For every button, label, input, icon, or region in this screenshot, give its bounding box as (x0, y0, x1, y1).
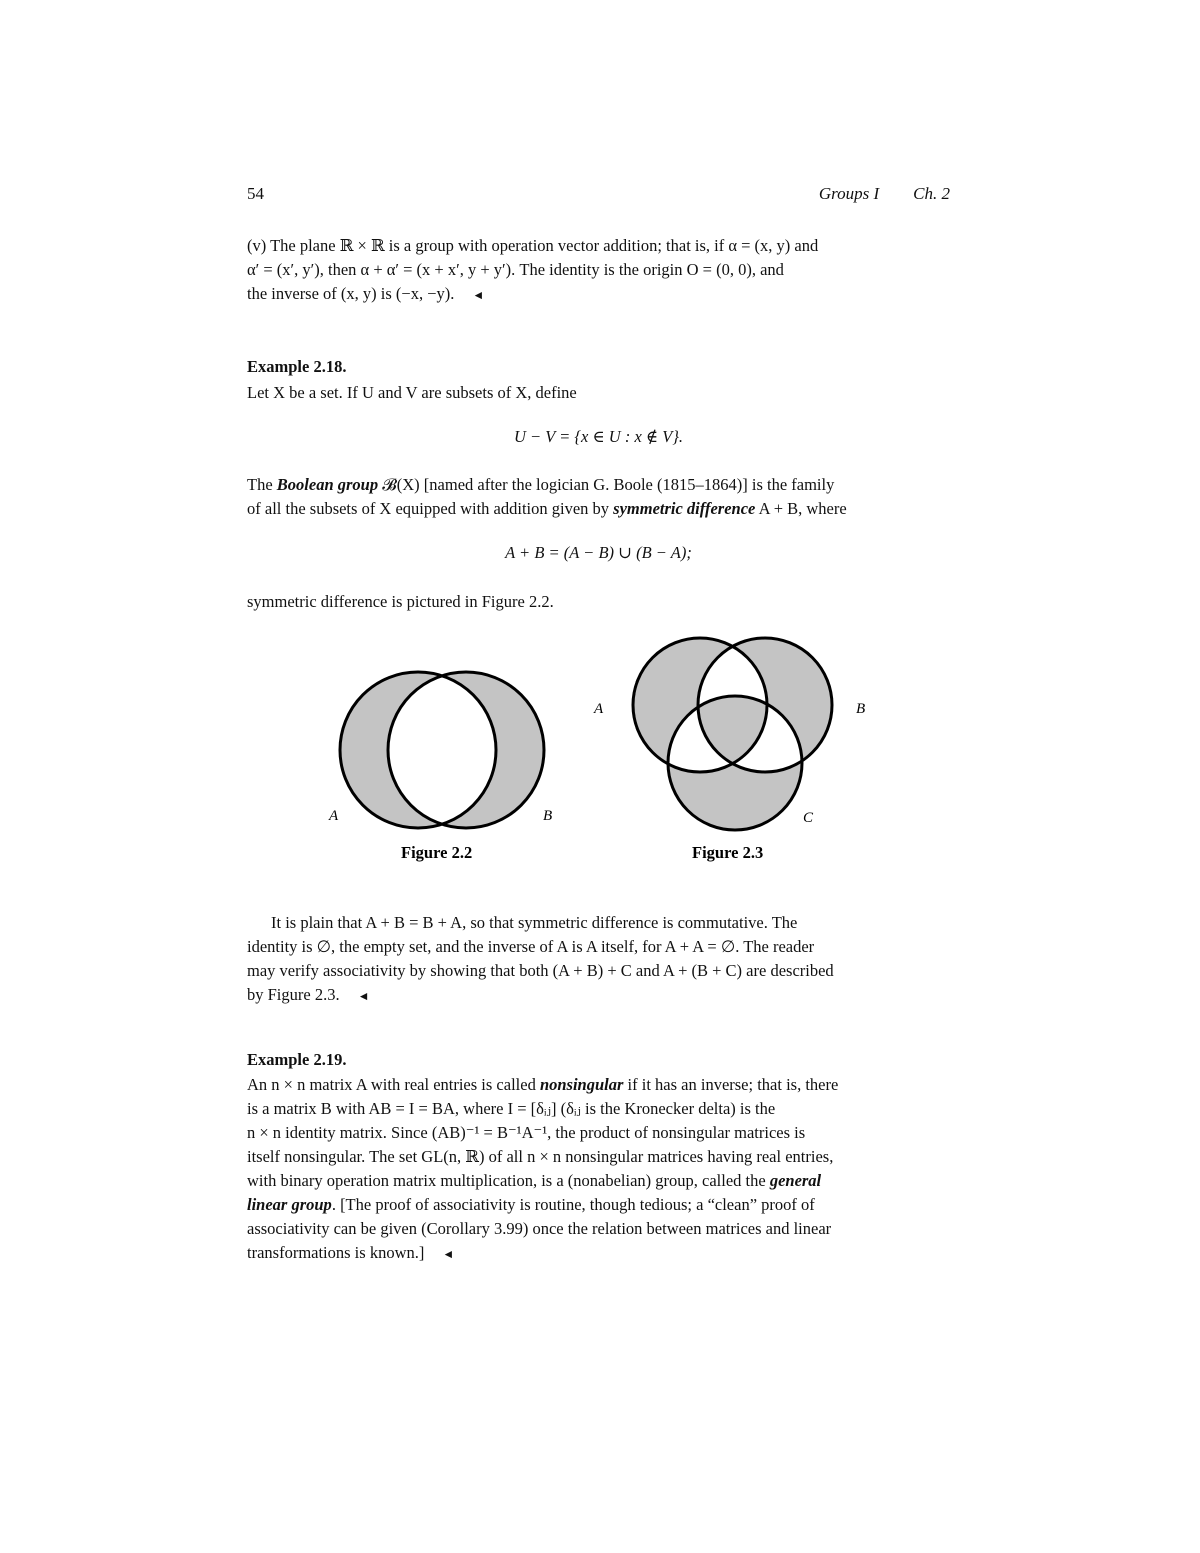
qed-symbol: ◄ (442, 1247, 455, 1261)
commutative-line2: identity is ∅, the empty set, and the inverse of A is A itself, for A + A = ∅. The reader (247, 937, 815, 956)
boolean-line2-post: A + B, where (755, 499, 847, 518)
ex219-l1-pre: An n × n matrix A with real entries is called (247, 1075, 540, 1094)
example-2-19-paragraph (247, 1073, 950, 1266)
qed-symbol: ◄ (472, 288, 485, 302)
fig23-label-a: A (594, 701, 604, 717)
commutative-line4 (247, 983, 950, 1008)
fig22-label-b: B (543, 808, 553, 824)
ex219-l1-post: if it has an inverse; that is, there (623, 1075, 839, 1094)
paragraph-v-line1: (v) The plane ℝ × ℝ is a group with operation vector addition; that is, if α = (x, y) and (247, 236, 819, 255)
equation-set-difference: U − V = {x ∈ U : x ∉ V}. (513, 427, 684, 446)
ex219-line8 (247, 1241, 950, 1266)
term-nonsingular: nonsingular (539, 1075, 624, 1094)
paragraph-v-line2: α′ = (x′, y′), then α + α′ = (x + x′, y + y′). The identity is the origin O = (0, 0), and (247, 260, 784, 279)
paragraph-v-line3-text: the inverse of (x, y) is (−x, −y). (247, 284, 455, 303)
fig23-label-b: B (856, 701, 866, 717)
ex219-line3: n × n identity matrix. Since (AB)⁻¹ = B⁻¹A⁻¹, the product of nonsingular matrices is (247, 1123, 806, 1142)
fig22-caption: Figure 2.2 (401, 843, 473, 862)
figure-2-2 (328, 672, 552, 862)
commutative-line1: It is plain that A + B = B + A, so that symmetric difference is commutative. The (271, 913, 798, 932)
term-boolean-group: Boolean group (276, 475, 379, 494)
figure-2-3 (593, 638, 865, 862)
ex219-line5 (247, 1169, 950, 1193)
term-linear-group: linear group (247, 1195, 332, 1214)
term-symmetric-difference: symmetric difference (613, 499, 756, 518)
chapter-label: Ch. 2 (913, 184, 950, 203)
example-2-19-heading: Example 2.19. (247, 1050, 347, 1069)
boolean-pre: The (247, 475, 277, 494)
boolean-mid: 𝓑(X) [named after the logician G. Boole (1815–1864)] is the family (378, 475, 835, 494)
running-title-text: Groups I (818, 184, 880, 203)
example-2-18-heading: Example 2.18. (247, 357, 347, 376)
page-number: 54 (247, 184, 264, 203)
commutative-line3: may verify associativity by showing that both (A + B) + C and A + (B + C) are described (247, 961, 834, 980)
example-2-18-intro: Let X be a set. If U and V are subsets of X, define (247, 383, 577, 402)
term-general: general (769, 1171, 822, 1190)
equation-symmetric-difference: A + B = (A − B) ∪ (B − A); (505, 543, 692, 562)
ex219-l5-pre: with binary operation matrix multiplication, is a (nonabelian) group, called the (247, 1171, 770, 1190)
ex219-line1 (247, 1073, 950, 1097)
fig23-caption: Figure 2.3 (692, 843, 764, 862)
fig23-label-c: C (803, 810, 814, 826)
pictured-sentence: symmetric difference is pictured in Figure 2.2. (247, 592, 554, 611)
ex219-line2: is a matrix B with AB = I = BA, where I = [δᵢⱼ] (δᵢⱼ is the Kronecker delta) is the (247, 1099, 776, 1118)
ex219-line7: associativity can be given (Corollary 3.99) once the relation between matrices and linear (247, 1219, 832, 1238)
boolean-line2-pre: of all the subsets of X equipped with addition given by (247, 499, 614, 518)
ex219-line6 (247, 1193, 950, 1217)
fig22-label-a: A (329, 808, 339, 824)
ex219-line4: itself nonsingular. The set GL(n, ℝ) of all n × n nonsingular matrices having real entries, (247, 1147, 834, 1166)
ex219-l8-text: transformations is known.] (247, 1243, 425, 1262)
qed-symbol: ◄ (357, 989, 370, 1003)
commutative-line4-text: by Figure 2.3. (247, 985, 340, 1004)
ex219-l6-post: . [The proof of associativity is routine, though tedious; a “clean” proof of (331, 1195, 815, 1214)
commutative-paragraph (247, 911, 950, 1008)
